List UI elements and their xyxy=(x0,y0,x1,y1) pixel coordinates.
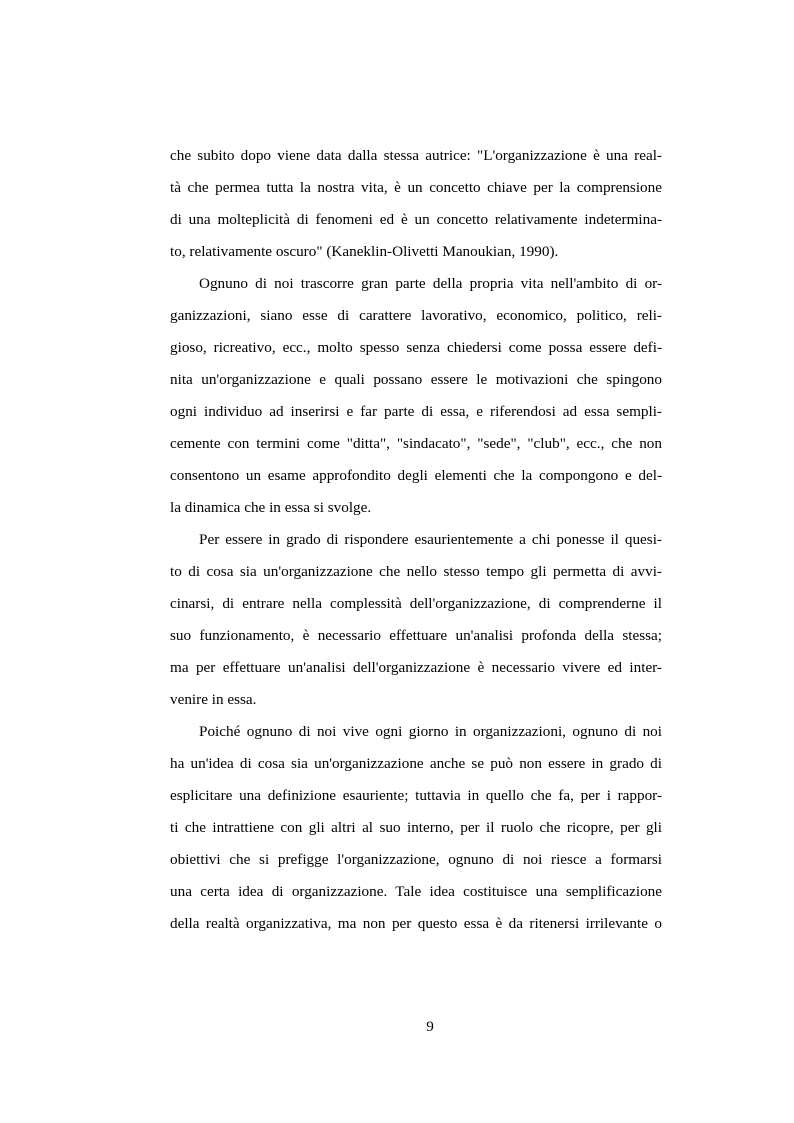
text-line: tà che permea tutta la nostra vita, è un concetto chiave per la comprensione xyxy=(170,179,662,196)
text-line: della realtà organizzativa, ma non per questo essa è da ritenersi irrilevante o xyxy=(170,915,662,932)
text-line: nita un'organizzazione e quali possano essere le motivazioni che spingono xyxy=(170,371,662,388)
text-line: gioso, ricreativo, ecc., molto spesso senza chiedersi come possa essere defi- xyxy=(170,339,662,356)
text-line: ha un'idea di cosa sia un'organizzazione anche se può non essere in grado di xyxy=(170,755,662,772)
text-line: esplicitare una definizione esauriente; tuttavia in quello che fa, per i rappor- xyxy=(170,787,662,804)
text-line: cemente con termini come "ditta", "sindacato", "sede", "club", ecc., che non xyxy=(170,435,662,452)
page-number: 9 xyxy=(426,1018,434,1035)
text-line: ganizzazioni, siano esse di carattere lavorativo, economico, politico, reli- xyxy=(170,307,662,324)
paragraph-3 xyxy=(170,524,662,716)
page-body xyxy=(170,140,662,940)
text-line: cinarsi, di entrare nella complessità dell'organizzazione, di comprenderne il xyxy=(170,595,662,612)
text-line: to, relativamente oscuro" (Kaneklin-Olivetti Manoukian, 1990). xyxy=(170,243,559,260)
paragraph-2 xyxy=(170,268,662,524)
text-line: ogni individuo ad inserirsi e far parte di essa, e riferendosi ad essa sempli- xyxy=(170,403,662,420)
text-line: consentono un esame approfondito degli elementi che la compongono e del- xyxy=(170,467,662,484)
paragraph-1 xyxy=(170,140,662,268)
text-line: Per essere in grado di rispondere esaurientemente a chi ponesse il quesi- xyxy=(199,531,662,548)
text-line: una certa idea di organizzazione. Tale idea costituisce una semplificazione xyxy=(170,883,662,900)
text-line: Ognuno di noi trascorre gran parte della propria vita nell'ambito di or- xyxy=(199,275,662,292)
text-line: ti che intrattiene con gli altri al suo interno, per il ruolo che ricopre, per gli xyxy=(170,819,662,836)
text-line: di una molteplicità di fenomeni ed è un concetto relativamente indetermina- xyxy=(170,211,662,228)
paragraph-4 xyxy=(170,716,662,940)
text-line: to di cosa sia un'organizzazione che nello stesso tempo gli permetta di avvi- xyxy=(170,563,662,580)
text-line: che subito dopo viene data dalla stessa autrice: "L'organizzazione è una real- xyxy=(170,147,662,164)
text-line: ma per effettuare un'analisi dell'organizzazione è necessario vivere ed inter- xyxy=(170,659,662,676)
text-line: obiettivi che si prefigge l'organizzazione, ognuno di noi riesce a formarsi xyxy=(170,851,662,868)
text-line: suo funzionamento, è necessario effettuare un'analisi profonda della stessa; xyxy=(170,627,662,644)
text-line: la dinamica che in essa si svolge. xyxy=(170,499,372,516)
text-line: Poiché ognuno di noi vive ogni giorno in organizzazioni, ognuno di noi xyxy=(199,723,662,740)
text-line: venire in essa. xyxy=(170,691,257,708)
